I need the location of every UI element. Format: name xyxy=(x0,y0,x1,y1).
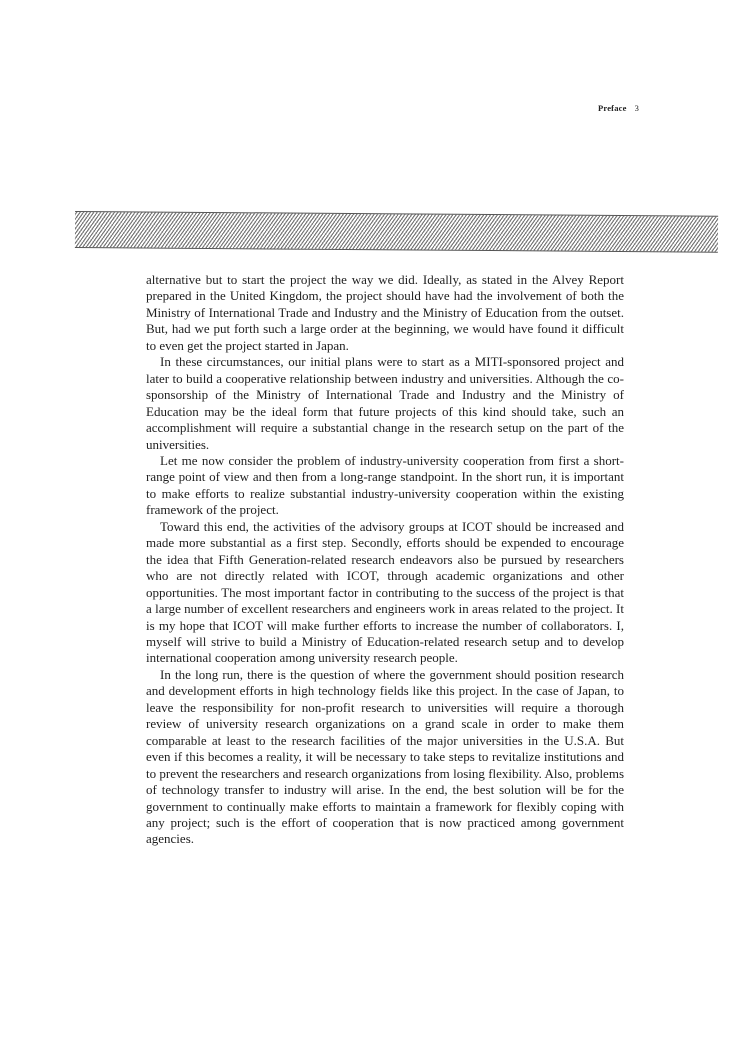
decorative-hatched-band xyxy=(75,211,718,253)
paragraph: In the long run, there is the question of where the government should position research and development efforts in high technology fields like this project. In the case of Japan, to leave the responsibility for non-profit research to universities will require a thorough review of university research organizations on a grand scale in order to make them comparable at least to the research facilities of the major universities in the U.S.A. But even if this becomes a reality, it will be necessary to take steps to revitalize institutions and to prevent the researchers and research organizations from losing flexibility. Also, problems of technology transfer to industry will arise. In the end, the best solution will be for the government to continually make efforts to maintain a framework for flexibly coping with any project; such is the effort of cooperation that is now practiced among government agencies. xyxy=(146,666,624,847)
running-head xyxy=(598,103,639,113)
section-title: Preface xyxy=(598,103,627,113)
body-text xyxy=(146,272,624,848)
paragraph: Toward this end, the activities of the advisory groups at ICOT should be increased and made more substantial as a first step. Secondly, efforts should be expended to encourage the idea that Fifth Generation-related research endeavors also be pursued by researchers who are not directly related with ICOT, through academic organizations and other opportunities. The most important factor in contributing to the success of the project is that a large number of excellent researchers and engineers work in areas related to the project. It is my hope that ICOT will make further efforts to increase the number of collaborators. I, myself will strive to build a Ministry of Education-related research setup and to develop international cooperation among university research people. xyxy=(146,518,624,666)
paragraph: alternative but to start the project the way we did. Ideally, as stated in the Alvey Report prepared in the United Kingdom, the project should have had the involvement of both the Ministry of International Trade and Industry and the Ministry of Education from the outset. But, had we put forth such a large order at the beginning, we would have found it difficult to even get the project started in Japan. xyxy=(146,272,624,353)
page-number: 3 xyxy=(634,103,640,113)
paragraph: In these circumstances, our initial plans were to start as a MITI-sponsored project and later to build a cooperative relationship between industry and universities. Although the co-sponsorship of the Ministry of International Trade and Industry and the Ministry of Education may be the ideal form that future projects of this kind should take, such an accomplishment will require a substantial change in the research setup on the part of the universities. xyxy=(146,354,624,452)
paragraph: Let me now consider the problem of industry-university cooperation from first a short-range point of view and then from a long-range standpoint. In the short run, it is important to make efforts to realize substantial industry-university cooperation within the existing framework of the project. xyxy=(146,452,624,518)
